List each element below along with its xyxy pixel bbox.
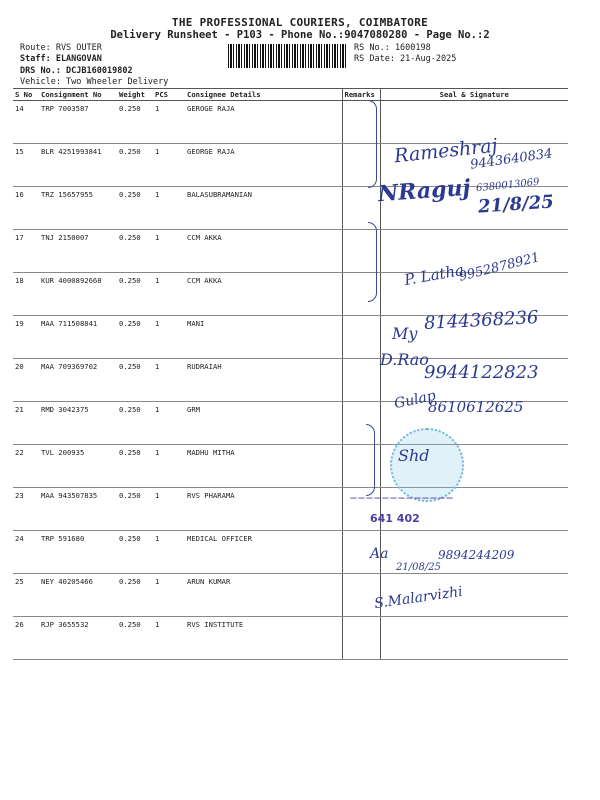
cell-consignee: MEDICAL OFFICER (185, 531, 342, 574)
cell-weight: 0.250 (117, 144, 153, 187)
cell-weight: 0.250 (117, 101, 153, 144)
cell-sno: 15 (13, 144, 39, 187)
cell-consignment-no: NEY 40205466 (39, 574, 117, 617)
cell-pcs: 1 (153, 101, 185, 144)
cell-remarks (342, 316, 380, 359)
col-signature: Seal & Signature (380, 89, 568, 101)
handwritten-signature: Rameshraj (393, 134, 499, 168)
cell-consignee: RUDRAIAH (185, 359, 342, 402)
cell-pcs: 1 (153, 273, 185, 316)
bracket-mark (368, 100, 377, 188)
cell-pcs: 1 (153, 445, 185, 488)
cell-remarks (342, 359, 380, 402)
cell-weight: 0.250 (117, 273, 153, 316)
cell-consignment-no: RMD 3042375 (39, 402, 117, 445)
table-row (13, 617, 568, 660)
cell-pcs: 1 (153, 488, 185, 531)
company-title: THE PROFESSIONAL COURIERS, COIMBATORE (171, 16, 429, 29)
cell-consignee: GEROGE RAJA (185, 101, 342, 144)
cell-consignee: ARUN KUMAR (185, 574, 342, 617)
cell-pcs: 1 (153, 187, 185, 230)
cell-sno: 14 (13, 101, 39, 144)
cell-sno: 26 (13, 617, 39, 660)
cell-pcs: 1 (153, 574, 185, 617)
round-seal-stamp (390, 428, 464, 502)
col-sno: S No (13, 89, 39, 101)
cell-sno: 17 (13, 230, 39, 273)
cell-consignment-no: BLR 4251993841 (39, 144, 117, 187)
cell-pcs: 1 (153, 531, 185, 574)
handwritten-signature: S.Malarvizhi (373, 583, 464, 613)
col-consignment: Consignment No (39, 89, 117, 101)
cell-consignee: MADHU MITHA (185, 445, 342, 488)
cell-consignment-no: TNJ 2150007 (39, 230, 117, 273)
rs-date: RS Date: 21-Aug-2025 (354, 54, 457, 64)
cell-remarks (342, 187, 380, 230)
handwritten-phone: 8144368236 (423, 307, 540, 334)
cell-consignee: GEORGE RAJA (185, 144, 342, 187)
cell-consignee: RVS INSTITUTE (185, 617, 342, 660)
handwritten-date: 21/8/25 (477, 191, 555, 218)
office-stamp-line: ————————————— (350, 494, 454, 502)
cell-weight: 0.250 (117, 230, 153, 273)
handwritten-phone: 8610612625 (428, 398, 524, 416)
cell-consignment-no: TVL 200935 (39, 445, 117, 488)
table-row (13, 445, 568, 488)
cell-sno: 16 (13, 187, 39, 230)
table-row (13, 488, 568, 531)
handwritten-date: 21/08/25 (396, 562, 441, 573)
cell-consignment-no: RJP 3655532 (39, 617, 117, 660)
cell-pcs: 1 (153, 230, 185, 273)
cell-sno: 24 (13, 531, 39, 574)
cell-weight: 0.250 (117, 488, 153, 531)
cell-consignee: CCM AKKA (185, 230, 342, 273)
col-consignee: Consignee Details (185, 89, 342, 101)
cell-consignment-no: KUR 4000892668 (39, 273, 117, 316)
cell-consignee: GRM (185, 402, 342, 445)
cell-sno: 25 (13, 574, 39, 617)
handwritten-phone: 9944122823 (424, 362, 539, 383)
rs-number: RS No.: 1600198 (354, 43, 431, 53)
cell-consignment-no: TRP 7003587 (39, 101, 117, 144)
cell-remarks (342, 617, 380, 660)
cell-consignee: RVS PHARAMA (185, 488, 342, 531)
cell-weight: 0.250 (117, 316, 153, 359)
cell-consignment-no: MAA 711508841 (39, 316, 117, 359)
cell-consignment-no: TRZ 15657955 (39, 187, 117, 230)
barcode (228, 44, 346, 68)
handwritten-mark: My (392, 324, 418, 343)
route-label: Route: RVS OUTER (20, 43, 102, 53)
cell-sno: 20 (13, 359, 39, 402)
cell-consignee: CCM AKKA (185, 273, 342, 316)
seal-signature: Shd (398, 446, 430, 465)
cell-weight: 0.250 (117, 187, 153, 230)
table-header-row (13, 89, 568, 101)
cell-weight: 0.250 (117, 359, 153, 402)
drs-number: DRS No.: DCJB160019802 (20, 66, 133, 76)
cell-consignee: MANI (185, 316, 342, 359)
handwritten-phone: 9443640834 (469, 146, 554, 173)
handwritten-phone: 9894244209 (438, 548, 515, 562)
cell-consignment-no: MAA 709369702 (39, 359, 117, 402)
table-row (13, 574, 568, 617)
cell-weight: 0.250 (117, 402, 153, 445)
handwritten-signature: NRaguj (377, 174, 472, 208)
staff-label: Staff: ELANGOVAN (20, 54, 102, 64)
cell-pcs: 1 (153, 316, 185, 359)
col-weight: Weight (117, 89, 153, 101)
cell-weight: 0.250 (117, 574, 153, 617)
cell-consignment-no: MAA 943507835 (39, 488, 117, 531)
cell-weight: 0.250 (117, 531, 153, 574)
handwritten-signature: D.Rao (380, 350, 429, 369)
cell-weight: 0.250 (117, 617, 153, 660)
cell-pcs: 1 (153, 617, 185, 660)
bracket-mark (366, 424, 375, 496)
handwritten-signature: P. Latha (402, 260, 466, 290)
office-stamp-pincode: 641 402 (370, 512, 420, 525)
cell-pcs: 1 (153, 144, 185, 187)
handwritten-phone: 6380013069 (475, 176, 541, 195)
cell-signature (380, 617, 568, 660)
cell-pcs: 1 (153, 402, 185, 445)
col-remarks: Remarks (342, 89, 380, 101)
cell-pcs: 1 (153, 359, 185, 402)
handwritten-signature: Gulap (392, 387, 438, 413)
runsheet-subtitle: Delivery Runsheet - P103 - Phone No.:9047080280 - Page No.:2 (110, 29, 490, 41)
handwritten-phone: 9952878921 (457, 250, 542, 285)
cell-consignee: BALASUBRAMANIAN (185, 187, 342, 230)
cell-consignment-no: TRP 591680 (39, 531, 117, 574)
cell-sno: 18 (13, 273, 39, 316)
cell-sno: 23 (13, 488, 39, 531)
col-pcs: PCS (153, 89, 185, 101)
cell-sno: 22 (13, 445, 39, 488)
bracket-mark (368, 222, 377, 302)
vehicle-label: Vehicle: Two Wheeler Delivery (20, 77, 169, 87)
cell-weight: 0.250 (117, 445, 153, 488)
cell-sno: 19 (13, 316, 39, 359)
handwritten-initials: Aa (370, 546, 389, 562)
cell-sno: 21 (13, 402, 39, 445)
